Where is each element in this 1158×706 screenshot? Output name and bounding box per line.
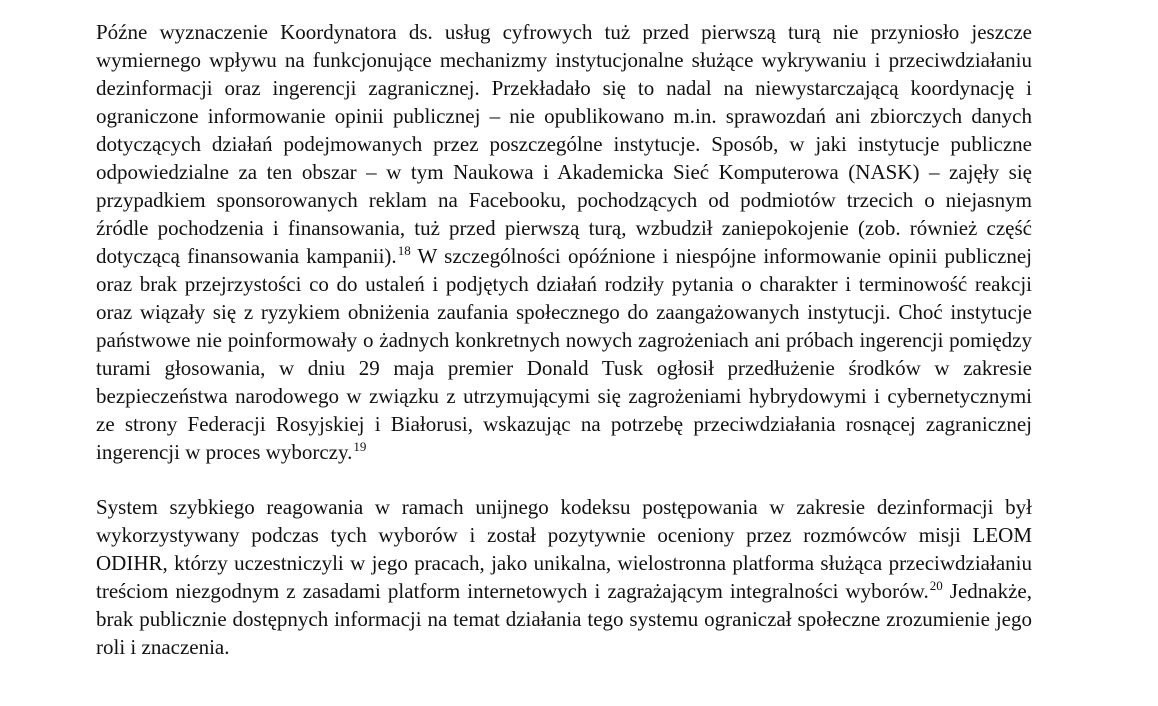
paragraph-1	[96, 18, 1032, 466]
paragraph-1-text-1: Późne wyznaczenie Koordynatora ds. usług cyfrowych tuż przed pierwszą turą nie przyniosło jeszcze wymiernego wpływu na funkcjonujące mechanizmy instytucjonalne służące wykrywaniu i przeciwdziałaniu dezinformacji oraz ingerencji zagranicznej. Przekładało się to nadal na niewystarczającą koordynację i ograniczone informowanie opinii publicznej – nie opublikowano m.in. sprawozdań ani zbiorczych danych dotyczących działań podejmowanych przez poszczególne instytucje. Sposób, w jaki instytucje publiczne odpowiedzialne za ten obszar – w tym Naukowa i Akademicka Sieć Komputerowa (NASK) – zajęły się przypadkiem sponsorowanych reklam na Facebooku, pochodzących od podmiotów trzecich o niejasnym źródle pochodzenia i finansowania, tuż przed pierwszą turą, wzbudził zaniepokojenie (zob. również część dotyczącą finansowania kampanii).	[96, 20, 1032, 268]
footnote-ref-18[interactable]: 18	[397, 243, 411, 258]
paragraph-1-text-2: W szczególności opóźnione i niespójne informowanie opinii publicznej oraz brak przejrzystości co do ustaleń i podjętych działań rodziły pytania o charakter i terminowość reakcji oraz wiązały się z ryzykiem obniżenia zaufania społecznego do zaangażowanych instytucji. Choć instytucje państwowe nie poinformowały o żadnych konkretnych nowych zagrożeniach ani próbach ingerencji pomiędzy turami głosowania, w dniu 29 maja premier Donald Tusk ogłosił przedłużenie środków w zakresie bezpieczeństwa narodowego w związku z utrzymującymi się zagrożeniami hybrydowymi i cybernetycznymi ze strony Federacji Rosyjskiej i Białorusi, wskazując na potrzebę przeciwdziałania rosnącej zagranicznej ingerencji w proces wyborczy.	[96, 244, 1032, 464]
paragraph-2-text-1: System szybkiego reagowania w ramach unijnego kodeksu postępowania w zakresie dezinformacji był wykorzystywany podczas tych wyborów i został pozytywnie oceniony przez rozmówców misji LEOM ODIHR, którzy uczestniczyli w jego pracach, jako unikalna, wielostronna platforma służąca przeciwdziałaniu treściom niezgodnym z zasadami platform internetowych i zagrażającym integralności wyborów.	[96, 495, 1032, 603]
footnote-ref-19[interactable]: 19	[353, 439, 367, 454]
footnote-ref-20[interactable]: 20	[929, 578, 943, 593]
paragraph-2	[96, 493, 1032, 661]
paragraph-2-text-2: Jednakże, brak publicznie dostępnych informacji na temat działania tego systemu ograniczał społeczne zrozumienie jego roli i znaczenia.	[96, 579, 1032, 659]
